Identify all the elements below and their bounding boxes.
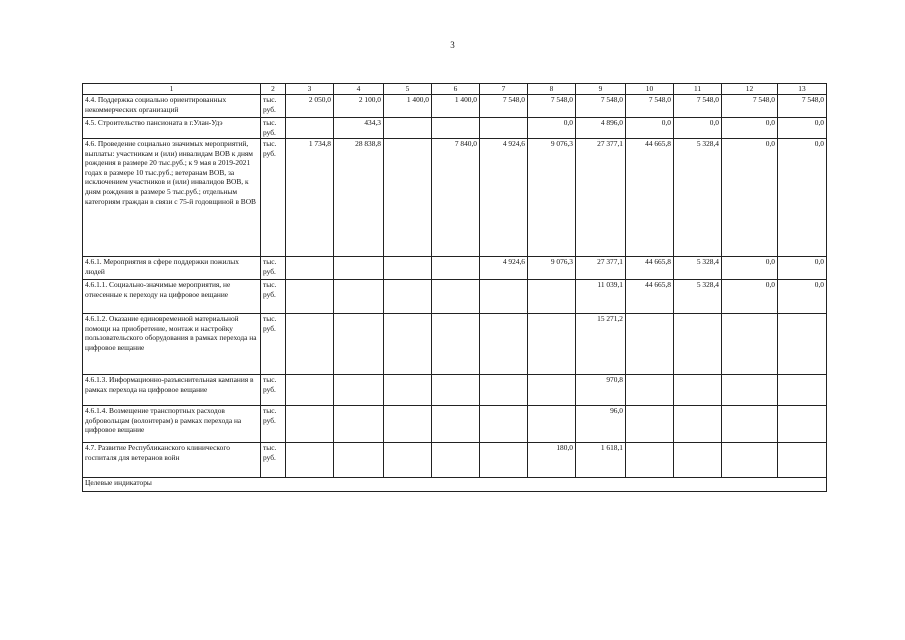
value-cell <box>286 375 334 406</box>
unit-cell: тыс. руб. <box>261 139 286 257</box>
value-cell <box>432 406 480 443</box>
value-cell <box>722 375 778 406</box>
value-cell: 7 548,0 <box>674 95 722 118</box>
value-cell: 9 076,3 <box>528 257 576 280</box>
value-cell <box>528 375 576 406</box>
value-cell: 970,8 <box>576 375 626 406</box>
table-row <box>83 257 827 280</box>
value-cell: 2 100,0 <box>334 95 384 118</box>
value-cell <box>286 443 334 478</box>
value-cell <box>334 280 384 314</box>
value-cell: 1 618,1 <box>576 443 626 478</box>
value-cell <box>384 118 432 139</box>
value-cell <box>384 314 432 375</box>
value-cell: 0,0 <box>722 118 778 139</box>
header-cell: 8 <box>528 84 576 95</box>
row-title-cell: 4.4. Поддержка социально ориентированных некоммерческих организаций <box>83 95 261 118</box>
value-cell <box>334 375 384 406</box>
table-row <box>83 139 827 257</box>
value-cell <box>778 314 827 375</box>
header-cell: 12 <box>722 84 778 95</box>
row-title-cell: 4.6.1.2. Оказание единовременной материальной помощи на приобретение, монтаж и настройку пользовательского оборудования в рамках перехода на цифровое вещание <box>83 314 261 375</box>
value-cell <box>778 406 827 443</box>
value-cell: 0,0 <box>626 118 674 139</box>
value-cell: 7 548,0 <box>480 95 528 118</box>
value-cell: 96,0 <box>576 406 626 443</box>
value-cell <box>722 406 778 443</box>
value-cell <box>480 314 528 375</box>
value-cell: 9 076,3 <box>528 139 576 257</box>
value-cell: 15 271,2 <box>576 314 626 375</box>
unit-cell: тыс. руб. <box>261 406 286 443</box>
value-cell <box>626 443 674 478</box>
value-cell <box>626 375 674 406</box>
value-cell: 0,0 <box>722 257 778 280</box>
row-title-cell: 4.6.1.4. Возмещение транспортных расходов добровольцам (волонтерам) в рамках перехода на цифровое вещание <box>83 406 261 443</box>
row-title-cell: 4.6.1. Мероприятия в сфере поддержки пожилых людей <box>83 257 261 280</box>
value-cell <box>528 280 576 314</box>
value-cell: 27 377,1 <box>576 257 626 280</box>
value-cell: 27 377,1 <box>576 139 626 257</box>
value-cell: 180,0 <box>528 443 576 478</box>
unit-cell: тыс. руб. <box>261 118 286 139</box>
value-cell <box>384 139 432 257</box>
value-cell <box>778 443 827 478</box>
value-cell: 0,0 <box>778 139 827 257</box>
header-cell: 4 <box>334 84 384 95</box>
value-cell: 0,0 <box>528 118 576 139</box>
value-cell: 0,0 <box>778 280 827 314</box>
table-row <box>83 375 827 406</box>
value-cell: 5 328,4 <box>674 280 722 314</box>
value-cell <box>480 375 528 406</box>
header-cell: 6 <box>432 84 480 95</box>
value-cell: 1 400,0 <box>432 95 480 118</box>
value-cell: 4 924,6 <box>480 257 528 280</box>
unit-cell: тыс. руб. <box>261 95 286 118</box>
value-cell: 1 400,0 <box>384 95 432 118</box>
header-cell: 13 <box>778 84 827 95</box>
target-indicators-row <box>83 478 827 492</box>
value-cell: 44 665,8 <box>626 280 674 314</box>
table-row <box>83 443 827 478</box>
value-cell <box>384 406 432 443</box>
value-cell <box>384 443 432 478</box>
value-cell: 4 924,6 <box>480 139 528 257</box>
header-cell: 3 <box>286 84 334 95</box>
value-cell: 0,0 <box>778 118 827 139</box>
value-cell <box>334 406 384 443</box>
program-funding-table <box>82 83 827 492</box>
value-cell <box>432 314 480 375</box>
table-row <box>83 95 827 118</box>
header-cell: 9 <box>576 84 626 95</box>
value-cell <box>432 280 480 314</box>
value-cell: 7 548,0 <box>722 95 778 118</box>
value-cell <box>432 375 480 406</box>
value-cell <box>384 375 432 406</box>
unit-cell: тыс. руб. <box>261 375 286 406</box>
row-title-cell: 4.5. Строительство пансионата в г.Улан-Удэ <box>83 118 261 139</box>
value-cell <box>334 257 384 280</box>
value-cell: 0,0 <box>674 118 722 139</box>
row-title-cell: 4.7. Развитие Республиканского клинического госпиталя для ветеранов войн <box>83 443 261 478</box>
table-row <box>83 118 827 139</box>
value-cell: 11 039,1 <box>576 280 626 314</box>
value-cell <box>722 314 778 375</box>
value-cell <box>722 443 778 478</box>
row-title-cell: 4.6. Проведение социально значимых мероприятий, выплаты: участникам и (или) инвалидам ВОВ к дням рождения в размере 20 тыс.руб.; к 9 мая в 2019-2021 годах в размере 10 тыс.руб.; ветеранам ВОВ, за исключением участников и (или) инвалидов ВОВ, к дням рождения в размере 5 тыс.руб.; отдельным категориям граждан в связи с 75-й годовщиной в ВОВ <box>83 139 261 257</box>
value-cell <box>480 280 528 314</box>
value-cell <box>626 406 674 443</box>
value-cell <box>674 443 722 478</box>
value-cell <box>286 118 334 139</box>
value-cell: 7 840,0 <box>432 139 480 257</box>
value-cell: 0,0 <box>722 280 778 314</box>
unit-cell: тыс. руб. <box>261 280 286 314</box>
target-indicators-label: Целевые индикаторы <box>83 478 827 492</box>
value-cell <box>334 443 384 478</box>
value-cell <box>674 406 722 443</box>
unit-cell: тыс. руб. <box>261 257 286 280</box>
value-cell <box>778 375 827 406</box>
value-cell: 5 328,4 <box>674 139 722 257</box>
header-cell: 10 <box>626 84 674 95</box>
table-row <box>83 280 827 314</box>
value-cell <box>432 443 480 478</box>
value-cell: 44 665,8 <box>626 139 674 257</box>
table-row <box>83 314 827 375</box>
value-cell <box>286 257 334 280</box>
row-title-cell: 4.6.1.3. Информационно-разъяснительная кампания в рамках перехода на цифровое вещание <box>83 375 261 406</box>
value-cell <box>674 375 722 406</box>
header-cell: 2 <box>261 84 286 95</box>
header-cell: 7 <box>480 84 528 95</box>
value-cell: 5 328,4 <box>674 257 722 280</box>
value-cell: 28 838,8 <box>334 139 384 257</box>
value-cell: 44 665,8 <box>626 257 674 280</box>
unit-cell: тыс. руб. <box>261 314 286 375</box>
unit-cell: тыс. руб. <box>261 443 286 478</box>
value-cell <box>528 406 576 443</box>
header-cell: 1 <box>83 84 261 95</box>
header-row <box>83 84 827 95</box>
table-row <box>83 406 827 443</box>
value-cell <box>528 314 576 375</box>
value-cell <box>286 314 334 375</box>
value-cell: 434,3 <box>334 118 384 139</box>
value-cell: 1 734,8 <box>286 139 334 257</box>
value-cell: 2 050,0 <box>286 95 334 118</box>
value-cell <box>286 280 334 314</box>
value-cell <box>480 406 528 443</box>
value-cell: 7 548,0 <box>576 95 626 118</box>
value-cell <box>334 314 384 375</box>
value-cell: 0,0 <box>722 139 778 257</box>
value-cell <box>384 280 432 314</box>
value-cell: 0,0 <box>778 257 827 280</box>
value-cell <box>432 257 480 280</box>
value-cell <box>480 118 528 139</box>
value-cell <box>384 257 432 280</box>
value-cell <box>432 118 480 139</box>
header-cell: 11 <box>674 84 722 95</box>
page-number: 3 <box>450 40 455 50</box>
value-cell: 7 548,0 <box>778 95 827 118</box>
value-cell <box>626 314 674 375</box>
value-cell <box>286 406 334 443</box>
row-title-cell: 4.6.1.1. Социально-значимые мероприятия, не отнесенные к переходу на цифровое вещание <box>83 280 261 314</box>
value-cell: 7 548,0 <box>528 95 576 118</box>
value-cell: 4 896,0 <box>576 118 626 139</box>
value-cell: 7 548,0 <box>626 95 674 118</box>
value-cell <box>480 443 528 478</box>
value-cell <box>674 314 722 375</box>
header-cell: 5 <box>384 84 432 95</box>
